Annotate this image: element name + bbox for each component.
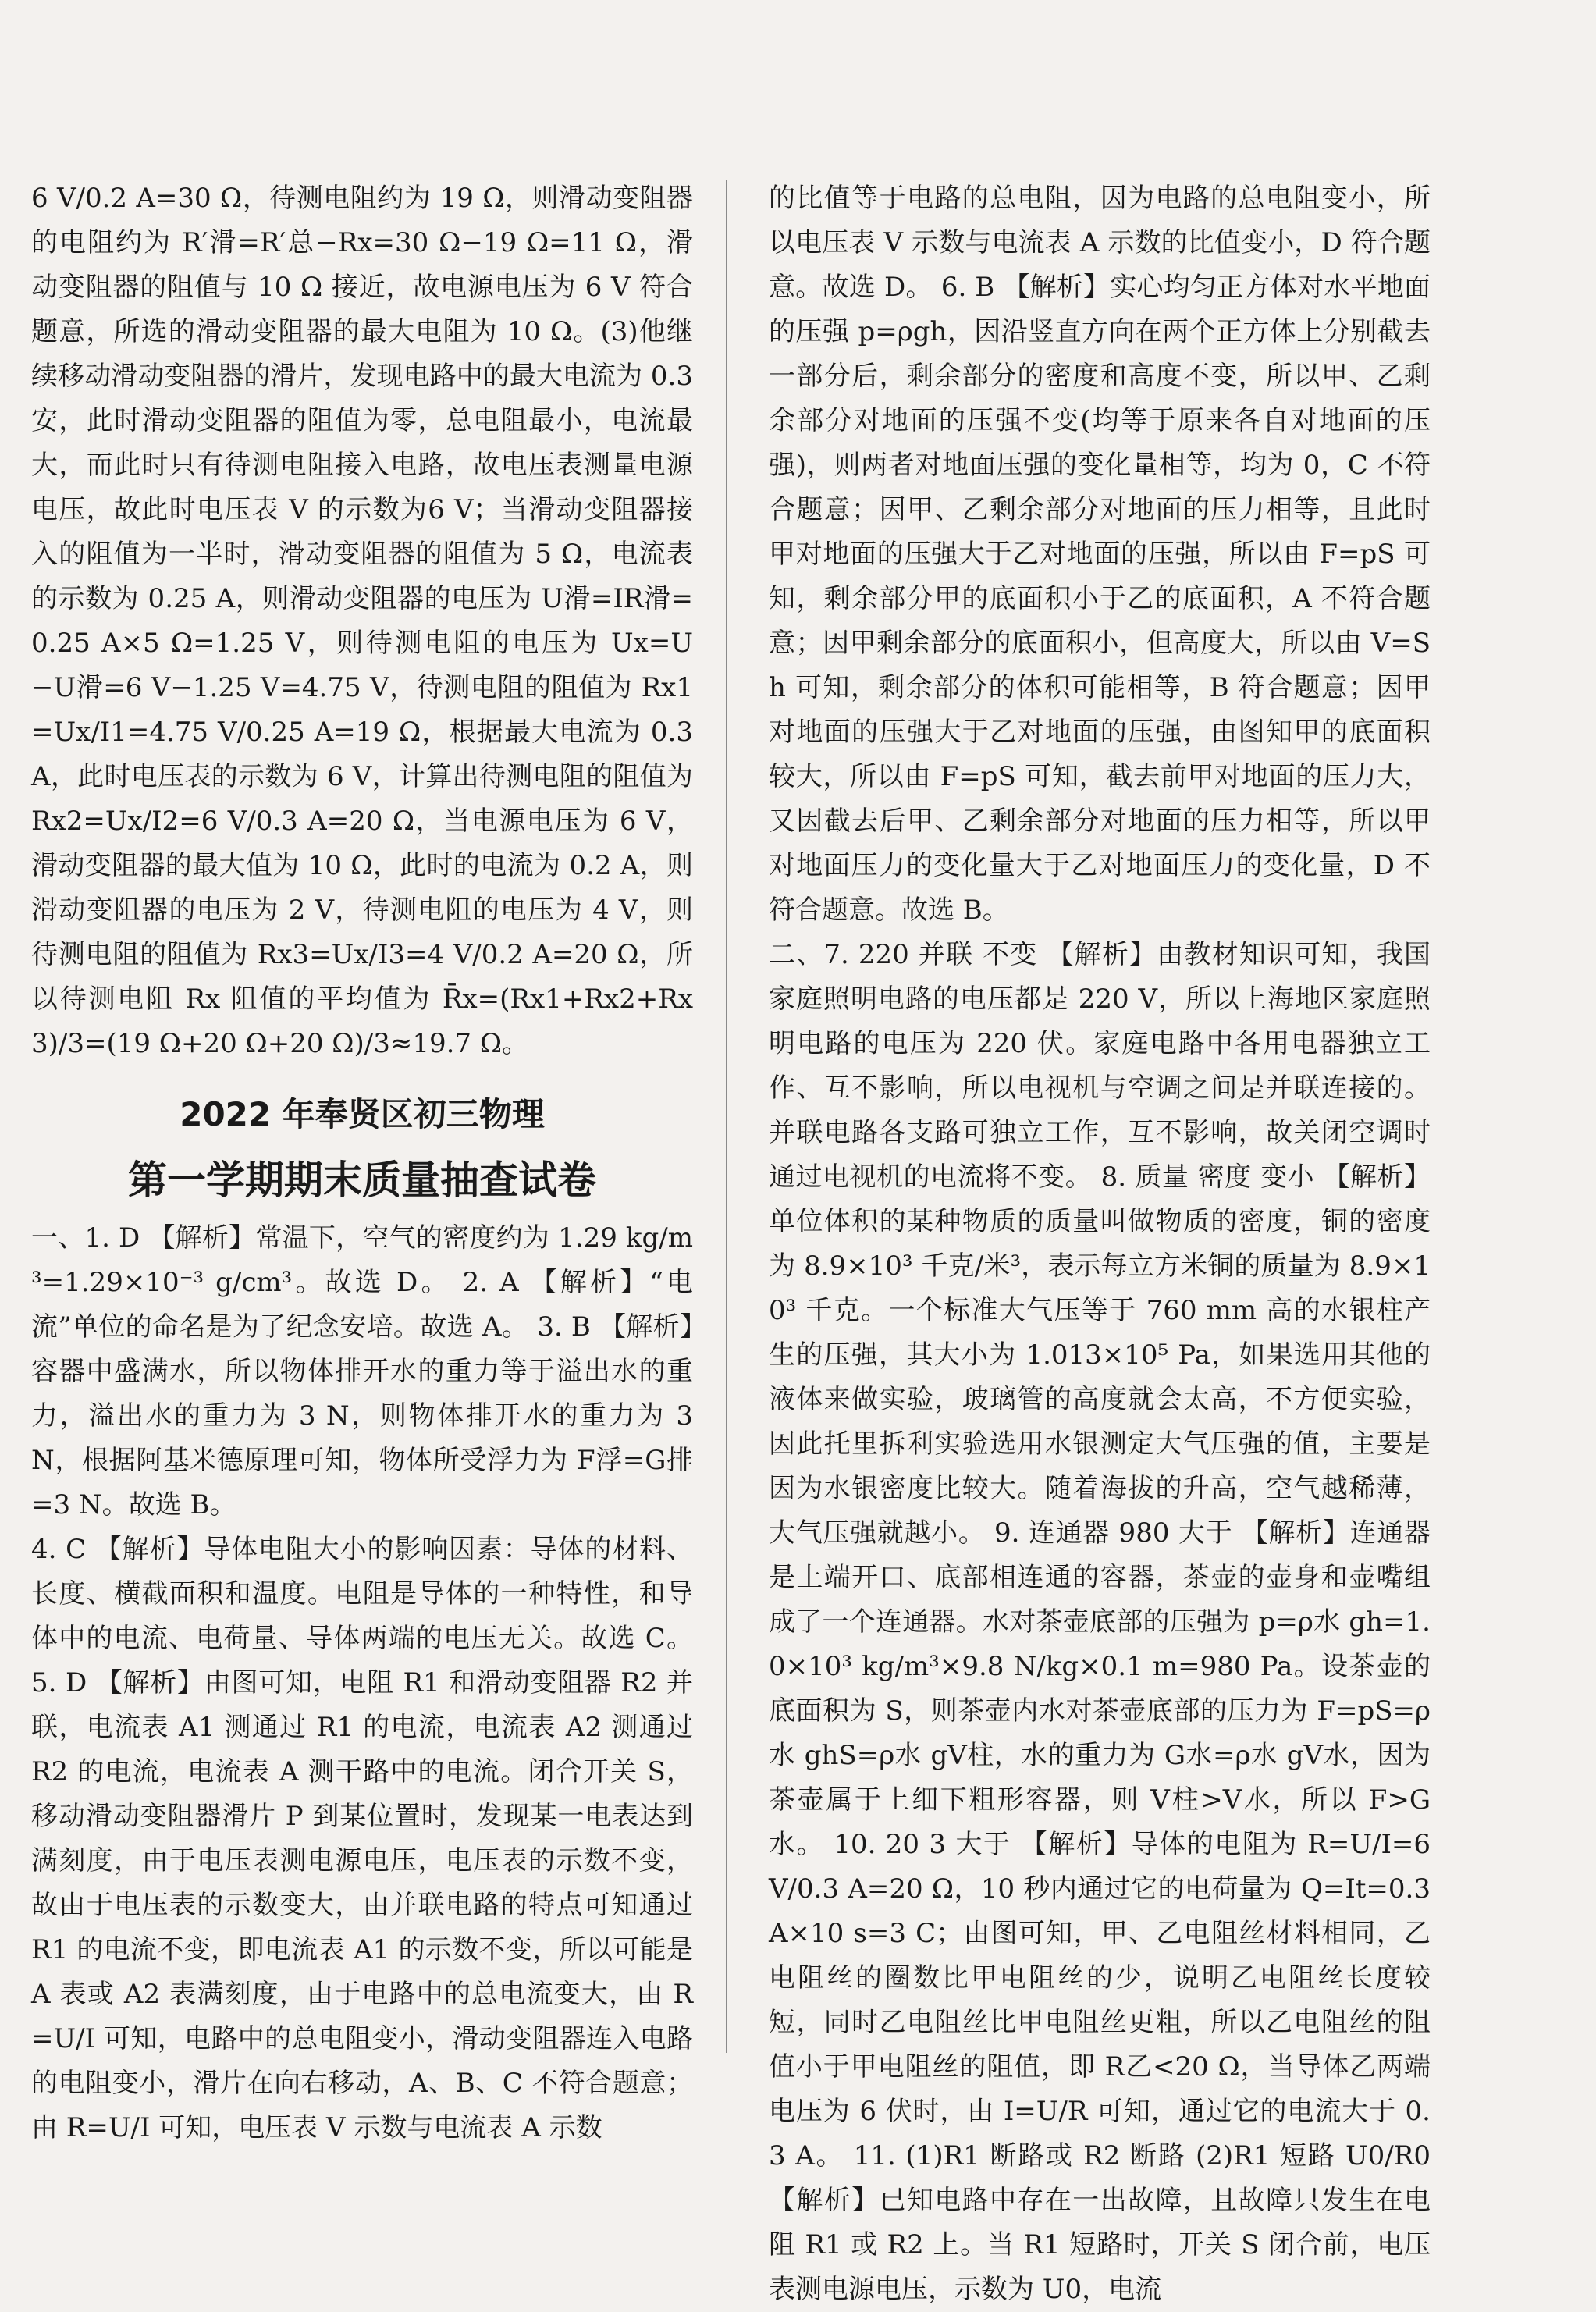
left-paragraph-1: 6 V/0.2 A=30 Ω，待测电阻约为 19 Ω，则滑动变阻器的电阻约为 R′滑=R′总−Rx=30 Ω−19 Ω=11 Ω，滑动变阻器的阻值与 10 Ω 接近，故电源电压为 6 V 符合题意，所选的滑动变阻器的最大电阻为 10 Ω。(3)他继续移动滑动变阻器的滑片，发现电路中的最大电流为 0.3 安，此时滑动变阻器的阻值为零，总电阻最小，电流最大，而此时只有待测电阻接入电路，故电压表测量电源电压，故此时电压表 V 的示数为6 V；当滑动变阻器接入的阻值为一半时，滑动变阻器的阻值为 5 Ω，电流表的示数为 0.25 A，则滑动变阻器的电压为 U滑=IR滑=0.25 A×5 Ω=1.25 V，则待测电阻的电压为 Ux=U−U滑=6 V−1.25 V=4.75 V，待测电阻的阻值为 Rx1=Ux/I1=4.75 V/0.25 A=19 Ω，根据最大电流为 0.3 A，此时电压表的示数为 6 V，计算出待测电阻的阻值为 Rx2=Ux/I2=6 V/0.3 A=20 Ω，当电源电压为 6 V，滑动变阻器的最大值为 10 Ω，此时的电流为 0.2 A，则滑动变阻器的电压为 2 V，待测电阻的电压为 4 V，则待测电阻的阻值为 Rx3=Ux/I3=4 V/0.2 A=20 Ω，所以待测电阻 Rx 阻值的平均值为 R̄x=(Rx1+Rx2+Rx3)/3=(19 Ω+20 Ω+20 Ω)/3≈19.7 Ω。 [31,183,693,1059]
section-title-line1: 2022 年奉贤区初三物理 [180,1095,545,1133]
left-column [31,176,693,2150]
left-paragraph-2: 一、1. D 【解析】常温下，空气的密度约为 1.29 kg/m³=1.29×10⁻³ g/cm³。故选 D。 2. A 【解析】“电流”单位的命名是为了纪念安培。故选 A。 3. B 【解析】容器中盛满水，所以物体排开水的重力等于溢出水的重力，溢出水的重力为 3 N，则物体排开水的重力为 3 N，根据阿基米德原理可知，物体所受浮力为 F浮=G排=3 N。故选 B。 [31,1222,693,1521]
right-paragraph-1: 的比值等于电路的总电阻，因为电路的总电阻变小，所以电压表 V 示数与电流表 A 示数的比值变小，D 符合题意。故选 D。 6. B 【解析】实心均匀正方体对水平地面的压强 p=ρgh，因沿竖直方向在两个正方体上分别截去一部分后，剩余部分的密度和高度不变，所以甲、乙剩余部分对地面的压强不变(均等于原来各自对地面的压强)，则两者对地面压强的变化量相等，均为 0，C 不符合题意；因甲、乙剩余部分对地面的压力相等，且此时甲对地面的压强大于乙对地面的压强，所以由 F=pS 可知，剩余部分甲的底面积小于乙的底面积，A 不符合题意；因甲剩余部分的底面积小，但高度大，所以由 V=Sh 可知，剩余部分的体积可能相等，B 符合题意；因甲对地面的压强大于乙对地面的压强，由图知甲的底面积较大，所以由 F=pS 可知，截去前甲对地面的压力大，又因截去后甲、乙剩余部分对地面的压力相等，所以甲对地面压力的变化量大于乙对地面压力的变化量，D 不符合题意。故选 B。 [769,183,1431,926]
right-paragraph-2: 二、7. 220 并联 不变 【解析】由教材知识可知，我国家庭照明电路的电压都是 220 V，所以上海地区家庭照明电路的电压为 220 伏。家庭电路中各用电器独立工作、互不影响，所以电视机与空调之间是并联连接的。并联电路各支路可独立工作，互不影响，故关闭空调时通过电视机的电流将不变。 8. 质量 密度 变小 【解析】单位体积的某种物质的质量叫做物质的密度，铜的密度为 8.9×10³ 千克/米³，表示每立方米铜的质量为 8.9×10³ 千克。一个标准大气压等于 760 mm 高的水银柱产生的压强，其大小为 1.013×10⁵ Pa，如果选用其他的液体来做实验，玻璃管的高度就会太高，不方便实验，因此托里拆利实验选用水银测定大气压强的值，主要是因为水银密度比较大。随着海拔的升高，空气越稀薄，大气压强就越小。 9. 连通器 980 大于 【解析】连通器是上端开口、底部相连通的容器，茶壶的壶身和壶嘴组成了一个连通器。水对茶壶底部的压强为 p=ρ水 gh=1.0×10³ kg/m³×9.8 N/kg×0.1 m=980 Pa。设茶壶的底面积为 S，则茶壶内水对茶壶底部的压力为 F=pS=ρ水 ghS=ρ水 gV柱，水的重力为 G水=ρ水 gV水，因为茶壶属于上细下粗形容器，则 V柱>V水，所以 F>G水。 10. 20 3 大于 【解析】导体的电阻为 R=U/I=6 V/0.3 A=20 Ω，10 秒内通过它的电荷量为 Q=It=0.3 A×10 s=3 C；由图可知，甲、乙电阻丝材料相同，乙电阻丝的圈数比甲电阻丝的少，说明乙电阻丝长度较短，同时乙电阻丝比甲电阻丝更粗，所以乙电阻丝的阻值小于甲电阻丝的阻值，即 R乙<20 Ω，当导体乙两端电压为 6 伏时，由 I=U/R 可知，通过它的电流大于 0.3 A。 11. (1)R1 断路或 R2 断路 (2)R1 短路 U0/R0 【解析】已知电路中存在一出故障，且故障只发生在电阻 R1 或 R2 上。当 R1 短路时，开关 S 闭合前，电压表测电源电压，示数为 U0，电流 [769,939,1431,2305]
section-title-line2: 第一学期期末质量抽查试卷 [128,1158,596,1203]
right-column [769,176,1431,2312]
column-divider [726,180,727,2053]
left-paragraph-3: 4. C 【解析】导体电阻大小的影响因素：导体的材料、长度、横截面积和温度。电阻是导体的一种特性，和导体中的电流、电荷量、导体两端的电压无关。故选 C。 5. D 【解析】由图可知，电阻 R1 和滑动变阻器 R2 并联，电流表 A1 测通过 R1 的电流，电流表 A2 测通过 R2 的电流，电流表 A 测干路中的电流。闭合开关 S，移动滑动变阻器滑片 P 到某位置时，发现某一电表达到满刻度，由于电压表测电源电压，电压表的示数不变，故由于电压表的示数变大，由并联电路的特点可知通过 R1 的电流不变，即电流表 A1 的示数不变，所以可能是 A 表或 A2 表满刻度，由于电路中的总电流变大，由 R=U/I 可知，电路中的总电阻变小，滑动变阻器连入电路的电阻变小，滑片在向右移动，A、B、C 不符合题意；由 R=U/I 可知，电压表 V 示数与电流表 A 示数 [31,1534,693,2143]
